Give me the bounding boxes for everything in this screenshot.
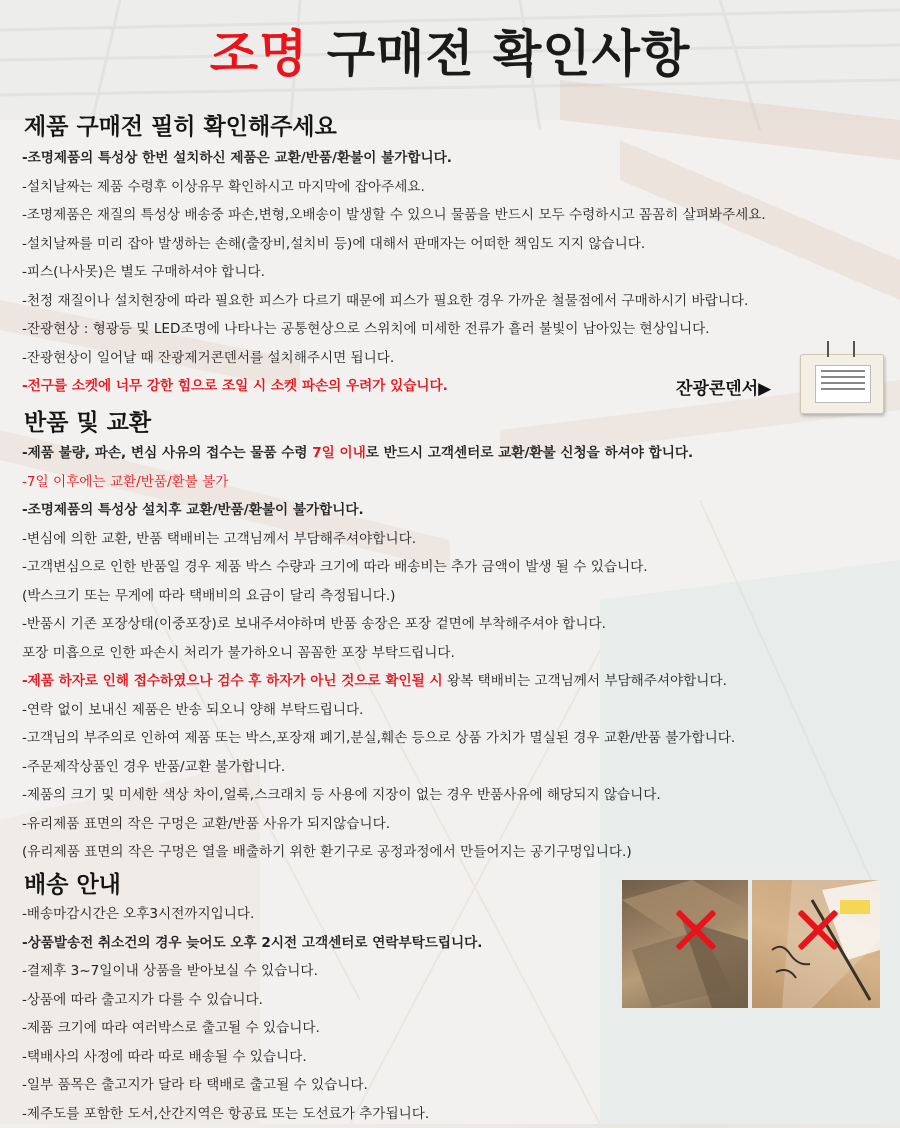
list-item: -잔광현상이 일어날 때 잔광제거콘덴서를 설치해주시면 됩니다. [22, 344, 766, 373]
list-item: -변심에 의한 교환, 반품 택배비는 고객님께서 부담해주셔야합니다. [22, 525, 735, 554]
list-item: -택배사의 사정에 따라 따로 배송될 수 있습니다. [22, 1043, 482, 1072]
list-item: -유리제품 표면의 작은 구멍은 교환/반품 사유가 되지않습니다. [22, 810, 735, 839]
list-item-warning: -7일 이후에는 교환/반품/환불 불가 [22, 468, 735, 497]
list-item: -반품시 기존 포장상태(이중포장)로 보내주셔야하며 반품 송장은 포장 겉면에 부착해주셔야 합니다. [22, 610, 735, 639]
list-item: -조명제품은 재질의 특성상 배송중 파손,변형,오배송이 발생할 수 있으니 물품을 반드시 모두 수령하시고 꼼꼼히 살펴봐주세요. [22, 201, 766, 230]
check-list [22, 144, 766, 401]
text: -제품 불량, 파손, 변심 사유의 접수는 물품 수령 [22, 445, 312, 461]
list-item: (박스크기 또는 무게에 따라 택배비의 요금이 달리 측정됩니다.) [22, 582, 735, 611]
list-item: (유리제품 표면의 작은 구멍은 열을 배출하기 위한 환기구로 공정과정에서 만들어지는 공기구멍입니다.) [22, 838, 735, 867]
list-item-warning: -전구를 소켓에 너무 강한 힘으로 조일 시 소켓 파손의 우려가 있습니다. [22, 372, 766, 401]
page-title [0, 14, 900, 86]
list-item: -연락 없이 보내신 제품은 반송 되오니 양해 부탁드립니다. [22, 696, 735, 725]
section-title-returns: 반품 및 교환 [24, 404, 151, 437]
section-title-check: 제품 구매전 필히 확인해주세요 [24, 108, 337, 141]
list-item [22, 439, 735, 468]
list-item: -고객님의 부주의로 인하여 제품 또는 박스,포장재 폐기,분실,훼손 등으로 상품 가치가 멸실된 경우 교환/반품 불가합니다. [22, 724, 735, 753]
list-item: -설치날짜를 미리 잡아 발생하는 손해(출장비,설치비 등)에 대해서 판매자는 어떠한 책임도 지지 않습니다. [22, 230, 766, 259]
shipping-list [22, 900, 482, 1128]
capacitor-label: 잔광콘덴서▶ [676, 374, 771, 399]
list-item: -조명제품의 특성상 설치후 교환/반품/환불이 불가합니다. [22, 496, 735, 525]
list-item: 포장 미흡으로 인한 파손시 처리가 불가하오니 꼼꼼한 포장 부탁드립니다. [22, 639, 735, 668]
title-rest: 구매전 확인사항 [327, 25, 691, 83]
cross-icon [674, 908, 718, 952]
list-item: -주문제작상품인 경우 반품/교환 불가합니다. [22, 753, 735, 782]
defect-warning: -제품 하자로 인해 접수하였으나 검수 후 하자가 아닌 것으로 확인될 시 [22, 673, 443, 689]
section-title-shipping: 배송 안내 [24, 866, 121, 899]
deadline-highlight: 7일 이내 [312, 445, 366, 461]
list-item: -제품의 크기 및 미세한 색상 차이,얼룩,스크래치 등 사용에 지장이 없는 경우 반품사유에 해당되지 않습니다. [22, 781, 735, 810]
handwritten-box-photo [752, 880, 880, 1008]
list-item: -조명제품의 특성상 한번 설치하신 제품은 교환/반품/환불이 불가합니다. [22, 144, 766, 173]
list-item: -일부 품목은 출고지가 달라 타 택배로 출고될 수 있습니다. [22, 1071, 482, 1100]
list-item [22, 667, 735, 696]
list-item: -피스(나사못)은 별도 구매하셔야 합니다. [22, 258, 766, 287]
damaged-box-photo [622, 880, 748, 1008]
capacitor-image [800, 354, 884, 414]
text: 왕복 택배비는 고객님께서 부담해주셔야합니다. [443, 673, 727, 689]
list-item: -배송마감시간은 오후3시전까지입니다. [22, 900, 482, 929]
text: 로 반드시 고객센터로 교환/환불 신청을 하셔야 합니다. [366, 445, 693, 461]
list-item: -설치날짜는 제품 수령후 이상유무 확인하시고 마지막에 잡아주세요. [22, 173, 766, 202]
list-item: -상품에 따라 출고지가 다를 수 있습니다. [22, 986, 482, 1015]
list-item: -상품발송전 취소건의 경우 늦어도 오후 2시전 고객센터로 연락부탁드립니다. [22, 929, 482, 958]
cross-icon [796, 908, 840, 952]
title-highlight: 조명 [210, 25, 309, 83]
returns-list [22, 439, 735, 867]
list-item: -천정 재질이나 설치현장에 따라 필요한 피스가 다르기 때문에 피스가 필요한 경우 가까운 철물점에서 구매하시기 바랍니다. [22, 287, 766, 316]
list-item: -제품 크기에 따라 여러박스로 출고될 수 있습니다. [22, 1014, 482, 1043]
list-item: -잔광현상 : 형광등 및 LED조명에 나타나는 공통현상으로 스위치에 미세한 전류가 흘러 불빛이 남아있는 현상입니다. [22, 315, 766, 344]
list-item: -결제후 3~7일이내 상품을 받아보실 수 있습니다. [22, 957, 482, 986]
list-item: -고객변심으로 인한 반품일 경우 제품 박스 수량과 크기에 따라 배송비는 추가 금액이 발생 될 수 있습니다. [22, 553, 735, 582]
list-item: -제주도를 포함한 도서,산간지역은 항공료 또는 도선료가 추가됩니다. [22, 1100, 482, 1128]
